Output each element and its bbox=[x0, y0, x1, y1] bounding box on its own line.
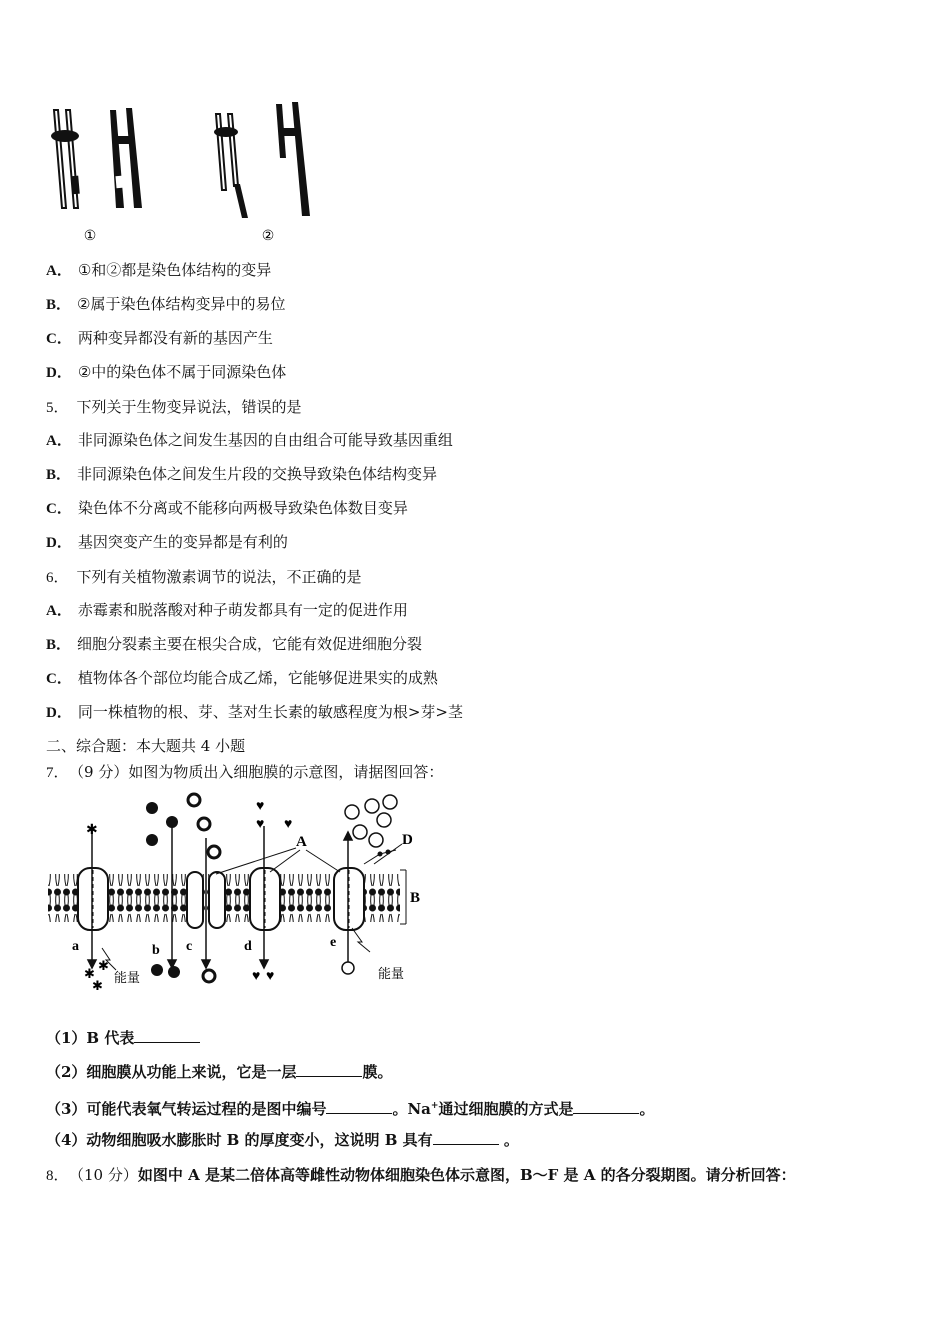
q7-sub3 bbox=[46, 1096, 654, 1119]
figure1-label-2: ② bbox=[261, 229, 275, 244]
option-letter: D． bbox=[46, 535, 72, 551]
question-text: 下列有关植物激素调节的说法，不正确的是 bbox=[76, 568, 362, 586]
option-text: 同一株植物的根、芽、茎对生长素的敏感程度为根>芽>茎 bbox=[77, 703, 463, 721]
q7-sub1 bbox=[46, 1028, 200, 1048]
q5-option-d bbox=[46, 532, 288, 553]
sub-text: 。 bbox=[498, 1131, 519, 1149]
section2-title: 二、综合题：本大题共 4 小题 bbox=[46, 737, 246, 755]
question-score: （9 分） bbox=[76, 763, 129, 781]
option-text: ②属于染色体结构变异中的易位 bbox=[77, 295, 286, 313]
question-number: 6． bbox=[46, 570, 69, 586]
option-text: 赤霉素和脱落酸对种子萌发都具有一定的促进作用 bbox=[77, 601, 408, 619]
svg-text:✱: ✱ bbox=[84, 966, 95, 981]
option-letter: A． bbox=[46, 603, 72, 619]
option-letter: D． bbox=[46, 705, 72, 721]
channel-protein-left bbox=[187, 872, 203, 928]
answer-blank[interactable] bbox=[573, 1099, 639, 1114]
option-letter: C． bbox=[46, 671, 72, 687]
membrane-svg bbox=[44, 792, 424, 1002]
answer-blank[interactable] bbox=[134, 1028, 200, 1043]
label-A: A bbox=[296, 834, 307, 850]
answer-blank[interactable] bbox=[296, 1062, 362, 1077]
energy-label-2: 能量 bbox=[378, 966, 405, 981]
chromosome-figure bbox=[44, 98, 324, 248]
q6-option-b bbox=[46, 634, 422, 655]
energy-label-1: 能量 bbox=[114, 970, 141, 985]
q6-option-a bbox=[46, 600, 408, 621]
chromosome-2a bbox=[214, 114, 248, 218]
question-text: 如图中 A 是某二倍体高等雌性动物体细胞染色体示意图，B～F 是 A 的各分裂期图。请分析回答： bbox=[137, 1166, 796, 1184]
membrane-figure bbox=[44, 792, 424, 1002]
option-text: 基因突变产生的变异都是有利的 bbox=[77, 533, 288, 551]
chromosome-1a bbox=[51, 110, 80, 208]
option-text: 染色体不分离或不能移向两极导致染色体数目变异 bbox=[77, 499, 408, 517]
channel-protein-right bbox=[209, 872, 225, 928]
option-text: 非同源染色体之间发生片段的交换导致染色体结构变异 bbox=[77, 465, 438, 483]
question-score: （10 分） bbox=[76, 1166, 138, 1184]
sub-text: （3）可能代表氧气转运过程的是图中编号 bbox=[46, 1100, 327, 1118]
answer-blank[interactable] bbox=[433, 1130, 499, 1145]
q6-option-c bbox=[46, 668, 438, 689]
option-letter: A． bbox=[46, 433, 72, 449]
sub-text: （2）细胞膜从功能上来说，它是一层 bbox=[46, 1063, 297, 1081]
option-text: 植物体各个部位均能合成乙烯，它能够促进果实的成熟 bbox=[77, 669, 438, 687]
sub-text: 。Na bbox=[392, 1100, 431, 1118]
option-letter: C． bbox=[46, 501, 72, 517]
option-text: ①和②都是染色体结构的变异 bbox=[77, 261, 272, 279]
option-text: 细胞分裂素主要在根尖合成，它能有效促进细胞分裂 bbox=[77, 635, 423, 653]
figure1-label-1: ① bbox=[83, 229, 97, 244]
svg-text:♥: ♥ bbox=[266, 969, 275, 984]
svg-text:♥: ♥ bbox=[256, 799, 265, 814]
label-D: D bbox=[402, 832, 413, 848]
question-number: 7． bbox=[46, 765, 69, 781]
option-letter: D． bbox=[46, 365, 72, 381]
label-e: e bbox=[330, 935, 337, 950]
q5-option-c bbox=[46, 498, 408, 519]
q5-option-a bbox=[46, 430, 453, 451]
option-letter: B． bbox=[46, 297, 72, 313]
label-d: d bbox=[244, 939, 252, 954]
option-letter: C． bbox=[46, 331, 72, 347]
svg-text:♥: ♥ bbox=[256, 817, 265, 832]
q4-option-c bbox=[46, 328, 273, 349]
svg-text:♥: ♥ bbox=[284, 817, 293, 832]
chromosome-1b bbox=[110, 108, 142, 208]
chromosome-2b bbox=[276, 102, 310, 216]
q5-stem bbox=[46, 397, 302, 418]
sub-text: 通过细胞膜的方式是 bbox=[438, 1100, 574, 1118]
svg-text:✱: ✱ bbox=[92, 978, 103, 993]
question-number: 8． bbox=[46, 1168, 69, 1184]
superscript: + bbox=[430, 1101, 439, 1111]
option-letter: B． bbox=[46, 637, 72, 653]
q7-sub2 bbox=[46, 1062, 392, 1082]
option-letter: A． bbox=[46, 263, 72, 279]
option-text: 非同源染色体之间发生基因的自由组合可能导致基因重组 bbox=[77, 431, 453, 449]
sub-text: （4）动物细胞吸水膨胀时 B 的厚度变小，这说明 B 具有 bbox=[46, 1131, 433, 1149]
q4-option-a bbox=[46, 260, 271, 281]
q7-sub4 bbox=[46, 1130, 519, 1150]
sub-text: 膜。 bbox=[362, 1063, 393, 1081]
sub-text: 。 bbox=[639, 1100, 655, 1118]
answer-blank[interactable] bbox=[326, 1099, 392, 1114]
svg-text:✱: ✱ bbox=[86, 823, 98, 838]
option-text: ②中的染色体不属于同源染色体 bbox=[77, 363, 287, 381]
label-b: b bbox=[152, 943, 160, 958]
q5-option-b bbox=[46, 464, 437, 485]
q4-option-d bbox=[46, 362, 286, 383]
q7-stem bbox=[46, 762, 443, 783]
svg-text:♥: ♥ bbox=[252, 969, 261, 984]
q4-option-b bbox=[46, 294, 285, 315]
q6-option-d bbox=[46, 702, 463, 723]
q8-stem bbox=[46, 1165, 796, 1186]
question-text: 如图为物质出入细胞膜的示意图，请据图回答： bbox=[128, 763, 444, 781]
label-a: a bbox=[72, 939, 79, 954]
svg-text:✱: ✱ bbox=[98, 958, 109, 973]
sub-text: （1）B 代表 bbox=[46, 1029, 135, 1047]
option-letter: B． bbox=[46, 467, 72, 483]
label-c: c bbox=[186, 939, 193, 954]
chromosome-svg bbox=[44, 98, 324, 248]
label-B: B bbox=[410, 890, 421, 906]
question-number: 5． bbox=[46, 400, 69, 416]
q6-stem bbox=[46, 567, 362, 588]
option-text: 两种变异都没有新的基因产生 bbox=[77, 329, 273, 347]
question-text: 下列关于生物变异说法，错误的是 bbox=[76, 398, 302, 416]
